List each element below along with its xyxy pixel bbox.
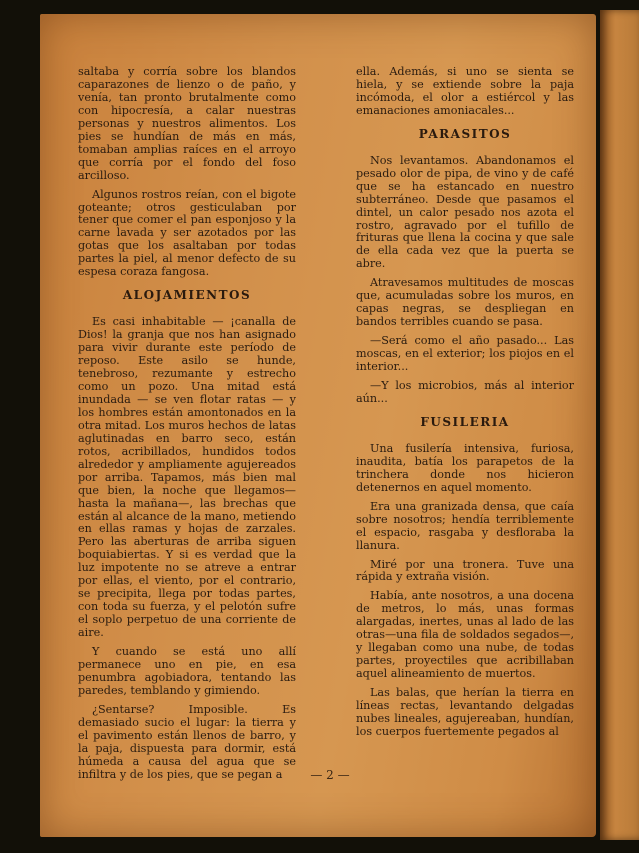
page-number: — 2 — xyxy=(310,768,350,782)
paragraph: Atravesamos multitudes de moscas que, acumuladas sobre los muros, en capas negras, se despliegan en bandos terribles cuando se pasa. xyxy=(356,276,574,329)
paragraph: ¿Sentarse? Imposible. Es demasiado sucio el lugar: la tierra y el pavimento están llenos de barro, y la paja, dispuesta para dormir, está húmeda a causa del agua que se infiltra y de los pies, que se pegan a xyxy=(78,702,296,781)
left-column xyxy=(78,65,296,781)
paragraph: Había, ante nosotros, a una docena de metros, lo más, unas formas alargadas, inertes, unas al lado de las otras—una fila de soldados segados—, y llegaban como una nube, de todas partes, proyectiles que acribillaban aquel alineamiento de muertos. xyxy=(356,589,574,681)
right-column xyxy=(356,66,574,766)
next-page-edge xyxy=(600,10,639,840)
paragraph: Algunos rostros reían, con el bigote goteante; otros gesticulaban por tener que comer el pan esponjoso y la carne lavada y ser azotados por las gotas que los asaltaban por todas partes la piel, al menor defecto de su espesa coraza fangosa. xyxy=(78,187,296,279)
section-heading-parasitos: PARASITOS xyxy=(418,126,512,141)
paragraph: —Y los microbios, más al interior aún... xyxy=(356,379,574,405)
paragraph: Es casi inhabitable — ¡canalla de Dios! la granja que nos han asignado para vivir durante este período de reposo. Este asilo se hunde, tenebroso, rezumante y estrecho como un pozo. Una mitad está inundada — se ven flotar ratas — y los hombres están amontonados en la otra mitad. Los muros hechos de latas aglutinadas en barro seco, están rotos, acribillados, hundidos todos alrededor y ampliamente agujereados por arriba. Tapamos, más bien mal que bien, la noche que llegamos—hasta la mañana—, las brechas que están al alcance de la mano, metiendo en ellas ramas y hojas de zarzales. Pero las aberturas de arriba siguen boquiabiertas. Y si es verdad que la luz impotente no se atreve a entrar por ellas, el viento, por el contrario, se precipita, llega por todas partes, con toda su fuerza, y el pelotón sufre el soplo perpetuo de una corriente de aire. xyxy=(78,315,296,640)
paragraph: Era una granizada densa, que caía sobre nosotros; hendía terriblemente el espacio, rasgaba y desfloraba la llanura. xyxy=(356,499,574,552)
paragraph: ella. Además, si uno se sienta se hiela, y se extiende sobre la paja incómoda, el olor a estiércol y las emanaciones amoniacales... xyxy=(356,65,574,117)
section-heading-fusileria: FUSILERIA xyxy=(420,414,510,429)
paragraph: Y cuando se está uno allí permanece uno en pie, en esa penumbra agobiadora, tentando las paredes, temblando y gimiendo. xyxy=(78,645,296,697)
paragraph: Una fusilería intensiva, furiosa, inaudita, batía los parapetos de la trinchera donde nos hicieron detenernos en aquel momento. xyxy=(356,441,574,494)
paragraph: saltaba y corría sobre los blandos caparazones de lienzo o de paño, y venía, tan pronto brutalmente como con hipocresía, a calar nuestras personas y nuestros alimentos. Los pies se hundían de más en más, tomaban amplias raíces en el arroyo que corría por el fondo del foso arcilloso. xyxy=(78,65,296,182)
section-heading-alojamientos: ALOJAMIENTOS xyxy=(122,288,252,303)
paragraph: —Será como el año pasado... Las moscas, en el exterior; los piojos en el interior... xyxy=(356,334,574,374)
paragraph: Nos levantamos. Abandonamos el pesado olor de pipa, de vino y de café que se ha estancado en nuestro subterráneo. Desde que pasamos el dintel, un calor pesado nos azota el rostro, agravado por el tufillo de frituras que llena la cocina y que sale de ella cada vez que la puerta se abre. xyxy=(356,153,574,271)
paragraph: Las balas, que herían la tierra en líneas rectas, levantando delgadas nubes lineales, agujereaban, hundían, los cuerpos fuertemente pegados al xyxy=(356,686,574,738)
paragraph: Miré por una tronera. Tuve una rápida y extraña visión. xyxy=(356,557,574,584)
